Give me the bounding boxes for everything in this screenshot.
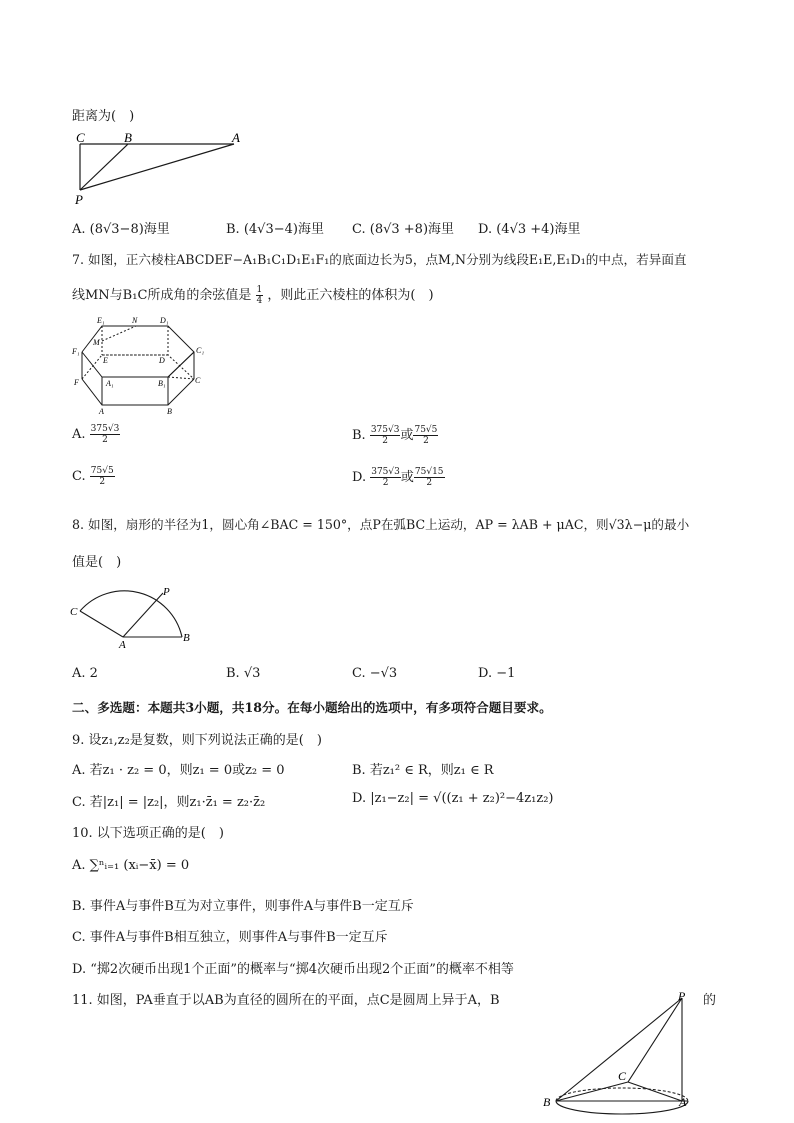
q6-label-p: P — [75, 192, 83, 207]
q10-option-c: C. 事件A与事件B相互独立，则事件A与事件B一定互斥 — [72, 930, 388, 945]
q8-option-d: D. −1 — [478, 666, 516, 681]
q7-label-d: D — [159, 356, 165, 365]
q11-label-c: C — [618, 1069, 627, 1083]
q6-label-b: B — [124, 130, 132, 145]
q9-option-b: B. 若z₁² ∈ R，则z₁ ∈ R — [352, 763, 494, 778]
q11-stem: 11. 如图，PA垂直于以AB为直径的圆所在的平面，点C是圆周上异于A，B — [72, 993, 500, 1008]
q6-option-c: C. (8√3 +8)海里 — [352, 222, 455, 237]
q7-option-a: A. $\frac{375√3}{2}$ — [72, 424, 120, 445]
q7-label-n: N — [132, 316, 138, 325]
q7-label-m: M — [93, 338, 100, 347]
q10-option-d: D. “掷2次硬币出现1个正面”的概率与“掷4次硬币出现2个正面”的概率不相等 — [72, 962, 514, 977]
q8-label-c: C — [70, 606, 78, 618]
q6-tail: 距离为( ) — [72, 109, 135, 124]
q7-option-b-fraction-2: $\frac{75√5}{2}$ — [414, 425, 438, 446]
q7-fraction: $\frac{1}{4}$ — [256, 285, 263, 306]
q11-label-b: B — [543, 1095, 551, 1109]
q7-label-e1: E₁ — [97, 316, 105, 325]
q7-stem-line2b: ，则此正六棱柱的体积为( ) — [267, 288, 434, 303]
q8-label-b: B — [183, 632, 190, 644]
q7-option-c-fraction: $\frac{75√5}{2}$ — [90, 466, 114, 487]
q6-label-c: C — [76, 130, 85, 145]
q6-figure — [70, 128, 270, 208]
q9-option-c: C. 若|z₁| = |z₂|，则z₁·z̄₁ = z₂·z̄₂ — [72, 795, 266, 810]
q8-option-c: C. −√3 — [352, 666, 398, 681]
q6-option-d: D. (4√3 +4)海里 — [478, 222, 581, 237]
q7-label-e: E — [103, 356, 108, 365]
q8-label-p: P — [163, 586, 170, 598]
q7-option-d-fraction-2: $\frac{75√15}{2}$ — [414, 467, 444, 488]
q10-option-a: A. ∑ⁿᵢ₌₁ (xᵢ−x̄) = 0 — [72, 858, 190, 873]
q7-stem-line2a: 线MN与B₁C所成角的余弦值是 — [72, 288, 252, 303]
q10-stem: 10. 以下选项正确的是( ) — [72, 826, 224, 841]
q7-option-b-fraction-1: $\frac{375√3}{2}$ — [370, 425, 400, 446]
q7-option-d-fraction-1: $\frac{375√3}{2}$ — [371, 467, 400, 488]
q8-option-b: B. √3 — [226, 666, 261, 681]
q6-option-a: A. (8√3−8)海里 — [72, 222, 170, 237]
q9-option-a: A. 若z₁ · z₂ = 0，则z₁ = 0或z₂ = 0 — [72, 763, 285, 778]
q7-label-c: C — [195, 376, 201, 385]
q7-label-c1: C₁ — [196, 346, 205, 355]
q9-stem: 9. 设z₁,z₂是复数，则下列说法正确的是( ) — [72, 733, 322, 748]
q7-label-b: B — [167, 407, 172, 415]
q11-label-a: A — [679, 1095, 687, 1109]
q8-figure — [66, 582, 206, 652]
q7-label-f1: F₁ — [72, 347, 80, 356]
q7-figure — [68, 315, 208, 415]
q11-label-p: P — [678, 989, 686, 1003]
q11-stem-tail: 的 — [703, 993, 717, 1008]
q7-stem-line1: 7. 如图，正六棱柱ABCDEF−A₁B₁C₁D₁E₁F₁的底面边长为5，点M,N分别为线段E₁E,E₁D₁的中点，若异面直 — [72, 252, 687, 267]
section-2-heading: 二、多选题：本题共3小题，共18分。在每小题给出的选项中，有多项符合题目要求。 — [72, 700, 552, 715]
q7-label-d1: D₁ — [160, 316, 169, 325]
q7-option-c: C. $\frac{75√5}{2}$ — [72, 466, 114, 487]
q8-option-a: A. 2 — [72, 666, 98, 681]
q7-label-f: F — [74, 378, 79, 387]
q11-figure — [540, 988, 700, 1118]
q7-label-a: A — [99, 407, 104, 415]
q8-stem-line2: 值是( ) — [72, 555, 122, 570]
q7-option-b: B. $\frac{375√3}{2}$ 或 $\frac{75√5}{2}$ — [352, 425, 438, 446]
q7-stem-line2 — [72, 284, 434, 306]
q8-label-a: A — [119, 639, 126, 651]
q8-stem-line1: 8. 如图，扇形的半径为1，圆心角∠BAC = 150°，点P在弧BC上运动，AP = λAB + μAC，则√3λ−μ的最小 — [72, 517, 690, 532]
q7-label-a1: A₁ — [106, 379, 114, 388]
q10-option-b: B. 事件A与事件B互为对立事件，则事件A与事件B一定互斥 — [72, 899, 414, 914]
q6-label-a: A — [232, 130, 240, 145]
q7-option-d: D. $\frac{375√3}{2}$ 或 $\frac{75√15}{2}$ — [352, 467, 444, 488]
q7-label-b1: B₁ — [158, 379, 166, 388]
q9-option-d: D. |z₁−z₂| = √((z₁ + z₂)²−4z₁z₂) — [352, 791, 554, 806]
q6-option-b: B. (4√3−4)海里 — [226, 222, 324, 237]
q7-option-a-fraction: $\frac{375√3}{2}$ — [90, 424, 120, 445]
